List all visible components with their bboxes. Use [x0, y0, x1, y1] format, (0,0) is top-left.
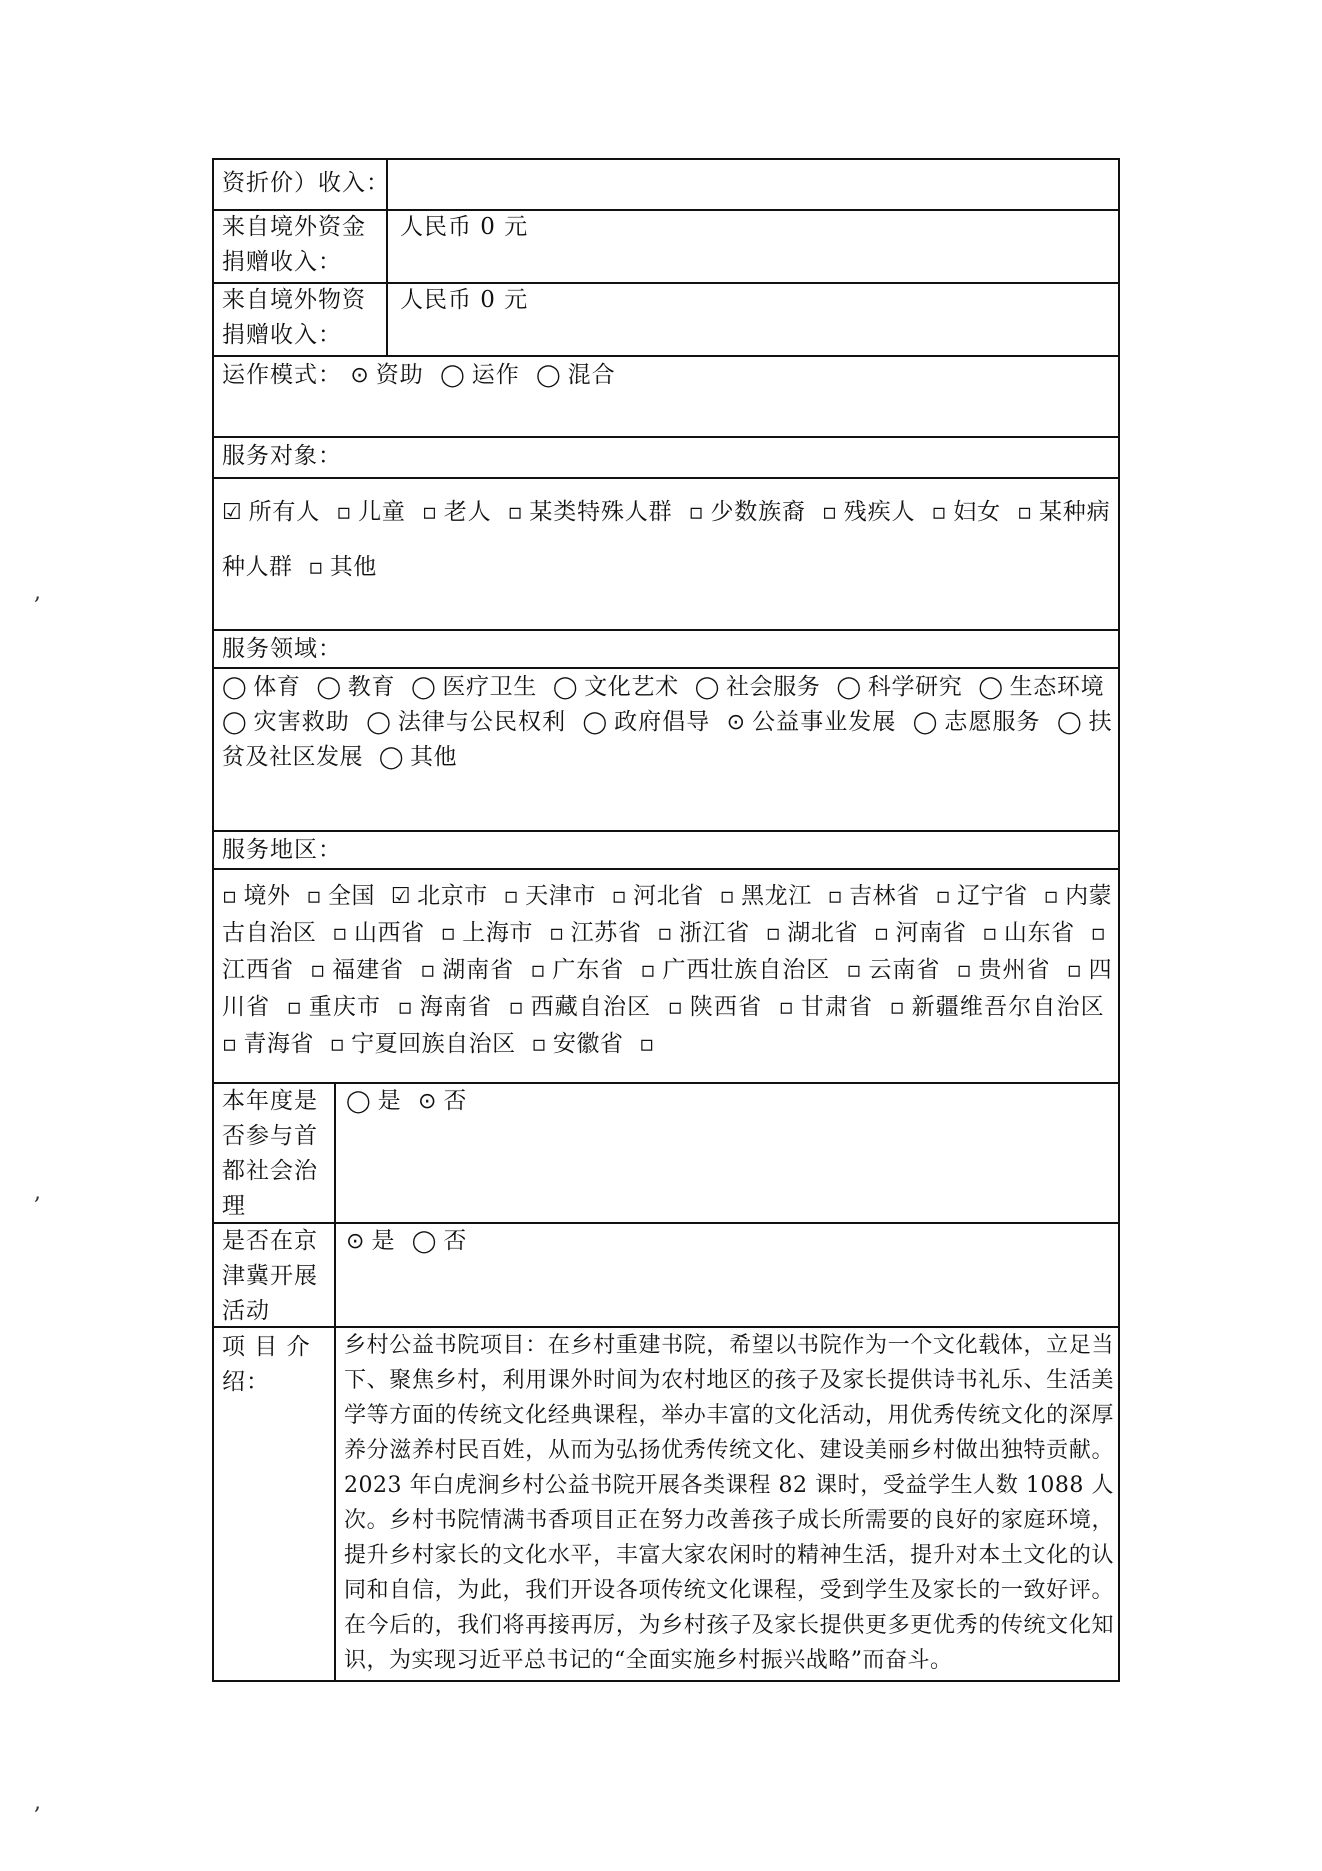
radio-unchecked-icon: ◯ [694, 675, 720, 700]
checkbox-option[interactable] [890, 994, 1105, 1020]
checkbox-option[interactable] [308, 554, 376, 580]
radio-unchecked-icon: ◯ [978, 675, 1004, 700]
checkbox-option[interactable] [287, 994, 381, 1020]
option-label: 河南省 [895, 920, 967, 946]
option-label: 志愿服务 [943, 709, 1041, 735]
checkbox-option[interactable] [668, 994, 762, 1020]
checkbox-unchecked-icon: ▫ [719, 884, 736, 909]
option-label: 安徽省 [552, 1031, 624, 1057]
option-label: 老人 [443, 499, 492, 525]
checkbox-unchecked-icon: ▫ [1090, 921, 1107, 946]
option-label: 河北省 [633, 883, 704, 909]
checkbox-unchecked-icon: ▫ [308, 555, 324, 580]
operation-mode-label: 运作模式： [222, 362, 342, 388]
row-divider [214, 477, 1118, 479]
checkbox-unchecked-icon: ▫ [222, 1032, 238, 1057]
scan-mark: , [34, 1790, 41, 1815]
checkbox-option[interactable] [822, 499, 915, 525]
option-label: 广东省 [551, 957, 625, 983]
option-label: 陕西省 [689, 994, 763, 1020]
checkbox-unchecked-icon: ▫ [688, 500, 705, 525]
checkbox-unchecked-icon: ▫ [222, 884, 238, 909]
option-label: 上海市 [462, 920, 534, 946]
checkbox-unchecked-icon: ▫ [822, 500, 838, 525]
radio-unchecked-icon: ◯ [346, 1089, 372, 1114]
checkbox-option[interactable] [530, 957, 624, 983]
radio-unchecked-icon: ◯ [440, 363, 466, 388]
service-regions-label: 服务地区： [222, 837, 342, 863]
radio-unchecked-icon: ◯ [378, 745, 404, 770]
option-label: 其他 [409, 744, 457, 770]
checkbox-checked-icon: ☑ [222, 500, 243, 525]
info-table [212, 158, 1120, 1682]
checkbox-unchecked-icon: ▫ [549, 921, 565, 946]
option-label: 江苏省 [570, 920, 642, 946]
checkbox-unchecked-icon: ▫ [846, 958, 862, 983]
capital-governance-label-4: 理 [222, 1193, 246, 1219]
checkbox-unchecked-icon: ▫ [507, 500, 524, 525]
option-label: 甘肃省 [800, 994, 874, 1020]
row-divider [214, 436, 1118, 438]
option-label: 某类特殊人群 [529, 499, 673, 525]
foreign-goods-label-line2: 捐赠收入： [222, 322, 342, 348]
row-divider [214, 830, 1118, 832]
checkbox-option[interactable] [222, 883, 291, 909]
checkbox-option[interactable] [936, 883, 1028, 909]
checkbox-unchecked-icon: ▫ [667, 995, 684, 1020]
checkbox-unchecked-icon: ▫ [778, 995, 795, 1020]
checkbox-unchecked-icon: ▫ [336, 500, 352, 525]
radio-option-yes[interactable] [346, 1088, 402, 1114]
option-label: 吉林省 [849, 883, 920, 909]
foreign-goods-label-line1: 来自境外物资 [222, 287, 366, 313]
radio-option-operate[interactable] [440, 362, 520, 388]
checkbox-option[interactable] [641, 957, 831, 983]
option-label: 山西省 [353, 920, 425, 946]
checkbox-option[interactable] [639, 1031, 660, 1057]
option-label: 黑龙江 [741, 883, 812, 909]
scan-mark: , [34, 1180, 41, 1205]
checkbox-unchecked-icon: ▫ [332, 921, 348, 946]
radio-checked-icon: ⊙ [350, 363, 370, 388]
checkbox-unchecked-icon: ▫ [889, 995, 906, 1020]
radio-checked-icon: ⊙ [346, 1229, 366, 1254]
option-label: 湖北省 [787, 920, 859, 946]
option-label: 资助 [375, 362, 424, 388]
checkbox-option[interactable] [612, 883, 704, 909]
checkbox-option[interactable] [982, 920, 1074, 946]
option-label: 浙江省 [678, 920, 750, 946]
checkbox-unchecked-icon: ▫ [306, 884, 322, 909]
checkbox-unchecked-icon: ▫ [530, 958, 546, 983]
option-label: 政府倡导 [613, 709, 711, 735]
operation-mode-row [222, 358, 624, 393]
checkbox-option[interactable] [509, 994, 652, 1020]
radio-option[interactable] [695, 674, 821, 700]
checkbox-unchecked-icon: ▫ [1043, 884, 1060, 909]
option-label: 残疾人 [843, 499, 916, 525]
capital-governance-label-1: 本年度是 [222, 1088, 318, 1114]
checkbox-unchecked-icon: ▫ [827, 884, 844, 909]
radio-option[interactable] [411, 674, 537, 700]
checkbox-unchecked-icon: ▫ [503, 884, 520, 909]
checkbox-option[interactable] [531, 1031, 623, 1057]
option-label: 是 [371, 1228, 396, 1254]
foreign-goods-value: 人民币 0 元 [400, 287, 529, 313]
option-label: 全国 [327, 883, 376, 909]
radio-unchecked-icon: ◯ [411, 1229, 438, 1254]
scan-mark: , [34, 580, 41, 605]
checkbox-unchecked-icon: ▫ [956, 958, 973, 983]
option-label: 四川省 [222, 957, 1113, 1020]
checkbox-unchecked-icon: ▫ [611, 884, 628, 909]
option-label: 混合 [567, 362, 616, 388]
service-targets-options [222, 485, 1110, 595]
option-label: 湖南省 [441, 957, 515, 983]
option-label: 其他 [329, 554, 377, 580]
checkbox-unchecked-icon: ▫ [874, 921, 890, 946]
service-regions-options [222, 878, 1112, 1063]
option-label: 辽宁省 [957, 883, 1028, 909]
option-label: 云南省 [867, 957, 941, 983]
in-kind-label: 资折价）收入： [222, 170, 390, 196]
checkbox-unchecked-icon: ▫ [935, 884, 952, 909]
row-divider [214, 355, 1118, 357]
checkbox-option[interactable] [310, 957, 404, 983]
checkbox-option[interactable] [420, 957, 514, 983]
row-divider [214, 629, 1118, 631]
jingjinji-label-1: 是否在京 [222, 1228, 318, 1254]
radio-option[interactable] [978, 674, 1104, 700]
checkbox-option[interactable] [422, 499, 491, 525]
option-label: 海南省 [419, 994, 493, 1020]
checkbox-option[interactable] [222, 1031, 314, 1057]
option-label: 文化艺术 [584, 674, 679, 700]
option-label: 境外 [243, 883, 291, 909]
checkbox-option[interactable] [957, 957, 1051, 983]
option-label: 少数族裔 [710, 499, 806, 525]
capital-governance-options [346, 1084, 475, 1119]
checkbox-unchecked-icon: ▫ [420, 958, 436, 983]
checkbox-option[interactable] [306, 883, 375, 909]
radio-unchecked-icon: ◯ [222, 710, 248, 735]
jingjinji-label-3: 活动 [222, 1298, 270, 1324]
radio-unchecked-icon: ◯ [912, 710, 938, 735]
checkbox-option[interactable] [398, 994, 492, 1020]
capital-governance-label-2: 否参与首 [222, 1123, 318, 1149]
option-label: 北京市 [417, 883, 488, 909]
radio-checked-icon: ⊙ [726, 710, 746, 735]
option-label: 法律与公民权利 [397, 709, 567, 735]
row-divider [214, 868, 1118, 870]
option-label: 公益事业发展 [751, 709, 897, 735]
checkbox-option[interactable] [720, 883, 812, 909]
option-label: 运作 [471, 362, 520, 388]
option-label: 社会服务 [725, 674, 821, 700]
jingjinji-options [346, 1224, 475, 1259]
radio-unchecked-icon: ◯ [316, 675, 342, 700]
checkbox-unchecked-icon: ▫ [329, 1032, 346, 1057]
project-intro-label-2: 绍： [222, 1369, 270, 1395]
checkbox-unchecked-icon: ▫ [310, 958, 326, 983]
option-label: 生态环境 [1009, 674, 1105, 700]
radio-option-funding[interactable] [350, 362, 423, 388]
option-label: 所有人 [248, 499, 321, 525]
checkbox-option[interactable] [508, 499, 673, 525]
checkbox-option[interactable] [689, 499, 806, 525]
option-label: 医疗卫生 [442, 674, 537, 700]
service-targets-label: 服务对象： [222, 443, 342, 469]
checkbox-unchecked-icon: ▫ [440, 921, 457, 946]
option-label: 西藏自治区 [530, 994, 652, 1020]
checkbox-unchecked-icon: ▫ [286, 995, 303, 1020]
radio-unchecked-icon: ◯ [836, 675, 862, 700]
option-label: 青海省 [243, 1031, 314, 1057]
radio-option-no[interactable] [418, 1088, 467, 1114]
checkbox-unchecked-icon: ▫ [931, 500, 947, 525]
checkbox-option[interactable] [847, 957, 941, 983]
option-label: 某种病种人群 [222, 499, 1111, 580]
checkbox-unchecked-icon: ▫ [640, 958, 656, 983]
jingjinji-label-2: 津冀开展 [222, 1263, 318, 1289]
checkbox-option[interactable] [332, 920, 424, 946]
col-divider [334, 1082, 336, 1682]
radio-option[interactable] [379, 744, 457, 770]
project-intro-label-1: 项 目 介 [222, 1334, 311, 1360]
service-fields-label: 服务领域： [222, 636, 342, 662]
option-label: 灾害救助 [253, 709, 350, 735]
checkbox-unchecked-icon: ▫ [508, 995, 524, 1020]
checkbox-unchecked-icon: ▫ [657, 921, 673, 946]
radio-unchecked-icon: ◯ [582, 710, 608, 735]
radio-option[interactable] [727, 709, 897, 735]
radio-option[interactable] [553, 674, 679, 700]
option-label: 广西壮族自治区 [661, 957, 831, 983]
checkbox-option[interactable] [336, 499, 405, 525]
checkbox-option[interactable] [828, 883, 920, 909]
radio-unchecked-icon: ◯ [366, 710, 392, 735]
checkbox-unchecked-icon: ▫ [1017, 500, 1033, 525]
option-label: 是 [377, 1088, 402, 1114]
checkbox-unchecked-icon: ▫ [1066, 958, 1083, 983]
project-intro-text: 乡村公益书院项目：在乡村重建书院，希望以书院作为一个文化载体，立足当下、聚焦乡村，利用课外时间为农村地区的孩子及家长提供诗书礼乐、生活美学等方面的传统文化经典课程，举办丰富的文化活动，用优秀传统文化的深厚养分滋养村民百姓，从而为弘扬优秀传统文化、建设美丽乡村做出独特贡献。2023 年白虎涧乡村公益书院开展各类课程 82 课时，受益学生人数 1088 人次。乡村书院情满书香项目正在努力改善孩子成长所需要的良好的家庭环境，提升乡村家长的文化水平，丰富大家农闲时的精神生活，提升对本土文化的认同和自信，为此，我们开设各项传统文化课程，受到学生及家长的一致好评。在今后的，我们将再接再厉，为乡村孩子及家长提供更多更优秀的传统文化知识，为实现习近平总书记的“全面实施乡村振兴战略”而奋斗。 [344, 1333, 1114, 1673]
foreign-cash-label-line1: 来自境外资金 [222, 214, 366, 240]
radio-option[interactable] [837, 674, 963, 700]
foreign-cash-value: 人民币 0 元 [400, 214, 529, 240]
radio-option-mixed[interactable] [536, 362, 616, 388]
option-label: 贵州省 [978, 957, 1051, 983]
option-label: 江西省 [222, 957, 294, 983]
option-label: 儿童 [357, 499, 406, 525]
row-divider [214, 667, 1118, 669]
radio-checked-icon: ⊙ [417, 1089, 438, 1114]
radio-option-yes[interactable] [346, 1228, 395, 1254]
radio-option[interactable] [582, 709, 710, 735]
radio-option[interactable] [222, 674, 301, 700]
checkbox-unchecked-icon: ▫ [531, 1032, 547, 1057]
option-label: 妇女 [952, 499, 1001, 525]
radio-unchecked-icon: ◯ [552, 675, 579, 700]
checkbox-option[interactable] [391, 883, 488, 909]
col-divider [386, 209, 388, 355]
option-label: 内蒙古自治区 [222, 883, 1113, 946]
option-label: 科学研究 [867, 674, 963, 700]
checkbox-checked-icon: ☑ [390, 884, 412, 909]
service-fields-options [222, 670, 1112, 775]
capital-governance-label-3: 都社会治 [222, 1158, 318, 1184]
radio-option[interactable] [222, 709, 350, 735]
radio-option[interactable] [913, 709, 1041, 735]
option-label: 否 [443, 1088, 468, 1114]
checkbox-unchecked-icon: ▫ [421, 500, 438, 525]
radio-unchecked-icon: ◯ [411, 675, 437, 700]
option-label: 重庆市 [308, 994, 382, 1020]
option-label: 新疆维吾尔自治区 [911, 994, 1105, 1020]
checkbox-option[interactable] [932, 499, 1001, 525]
checkbox-option[interactable] [330, 1031, 516, 1057]
checkbox-option[interactable] [441, 920, 533, 946]
option-label: 扶贫及社区发展 [222, 709, 1113, 770]
checkbox-option[interactable] [766, 920, 858, 946]
option-label: 福建省 [331, 957, 405, 983]
option-label: 教育 [347, 674, 396, 700]
radio-unchecked-icon: ◯ [1056, 710, 1083, 735]
radio-unchecked-icon: ◯ [222, 675, 248, 700]
foreign-cash-label-line2: 捐赠收入： [222, 249, 342, 275]
checkbox-option[interactable] [549, 920, 641, 946]
checkbox-option[interactable] [504, 883, 596, 909]
option-label: 体育 [253, 674, 301, 700]
option-label: 否 [443, 1228, 468, 1254]
radio-unchecked-icon: ◯ [536, 363, 562, 388]
checkbox-option[interactable] [779, 994, 873, 1020]
checkbox-option[interactable] [222, 499, 320, 525]
checkbox-option[interactable] [874, 920, 966, 946]
checkbox-unchecked-icon: ▫ [397, 995, 414, 1020]
radio-option[interactable] [366, 709, 566, 735]
radio-option[interactable] [317, 674, 396, 700]
option-label: 山东省 [1003, 920, 1075, 946]
checkbox-unchecked-icon: ▫ [982, 921, 998, 946]
option-label: 宁夏回族自治区 [351, 1031, 516, 1057]
radio-option-no[interactable] [412, 1228, 468, 1254]
checkbox-unchecked-icon: ▫ [765, 921, 782, 946]
option-label: 天津市 [525, 883, 596, 909]
checkbox-unchecked-icon: ▫ [639, 1032, 655, 1057]
checkbox-option[interactable] [657, 920, 749, 946]
